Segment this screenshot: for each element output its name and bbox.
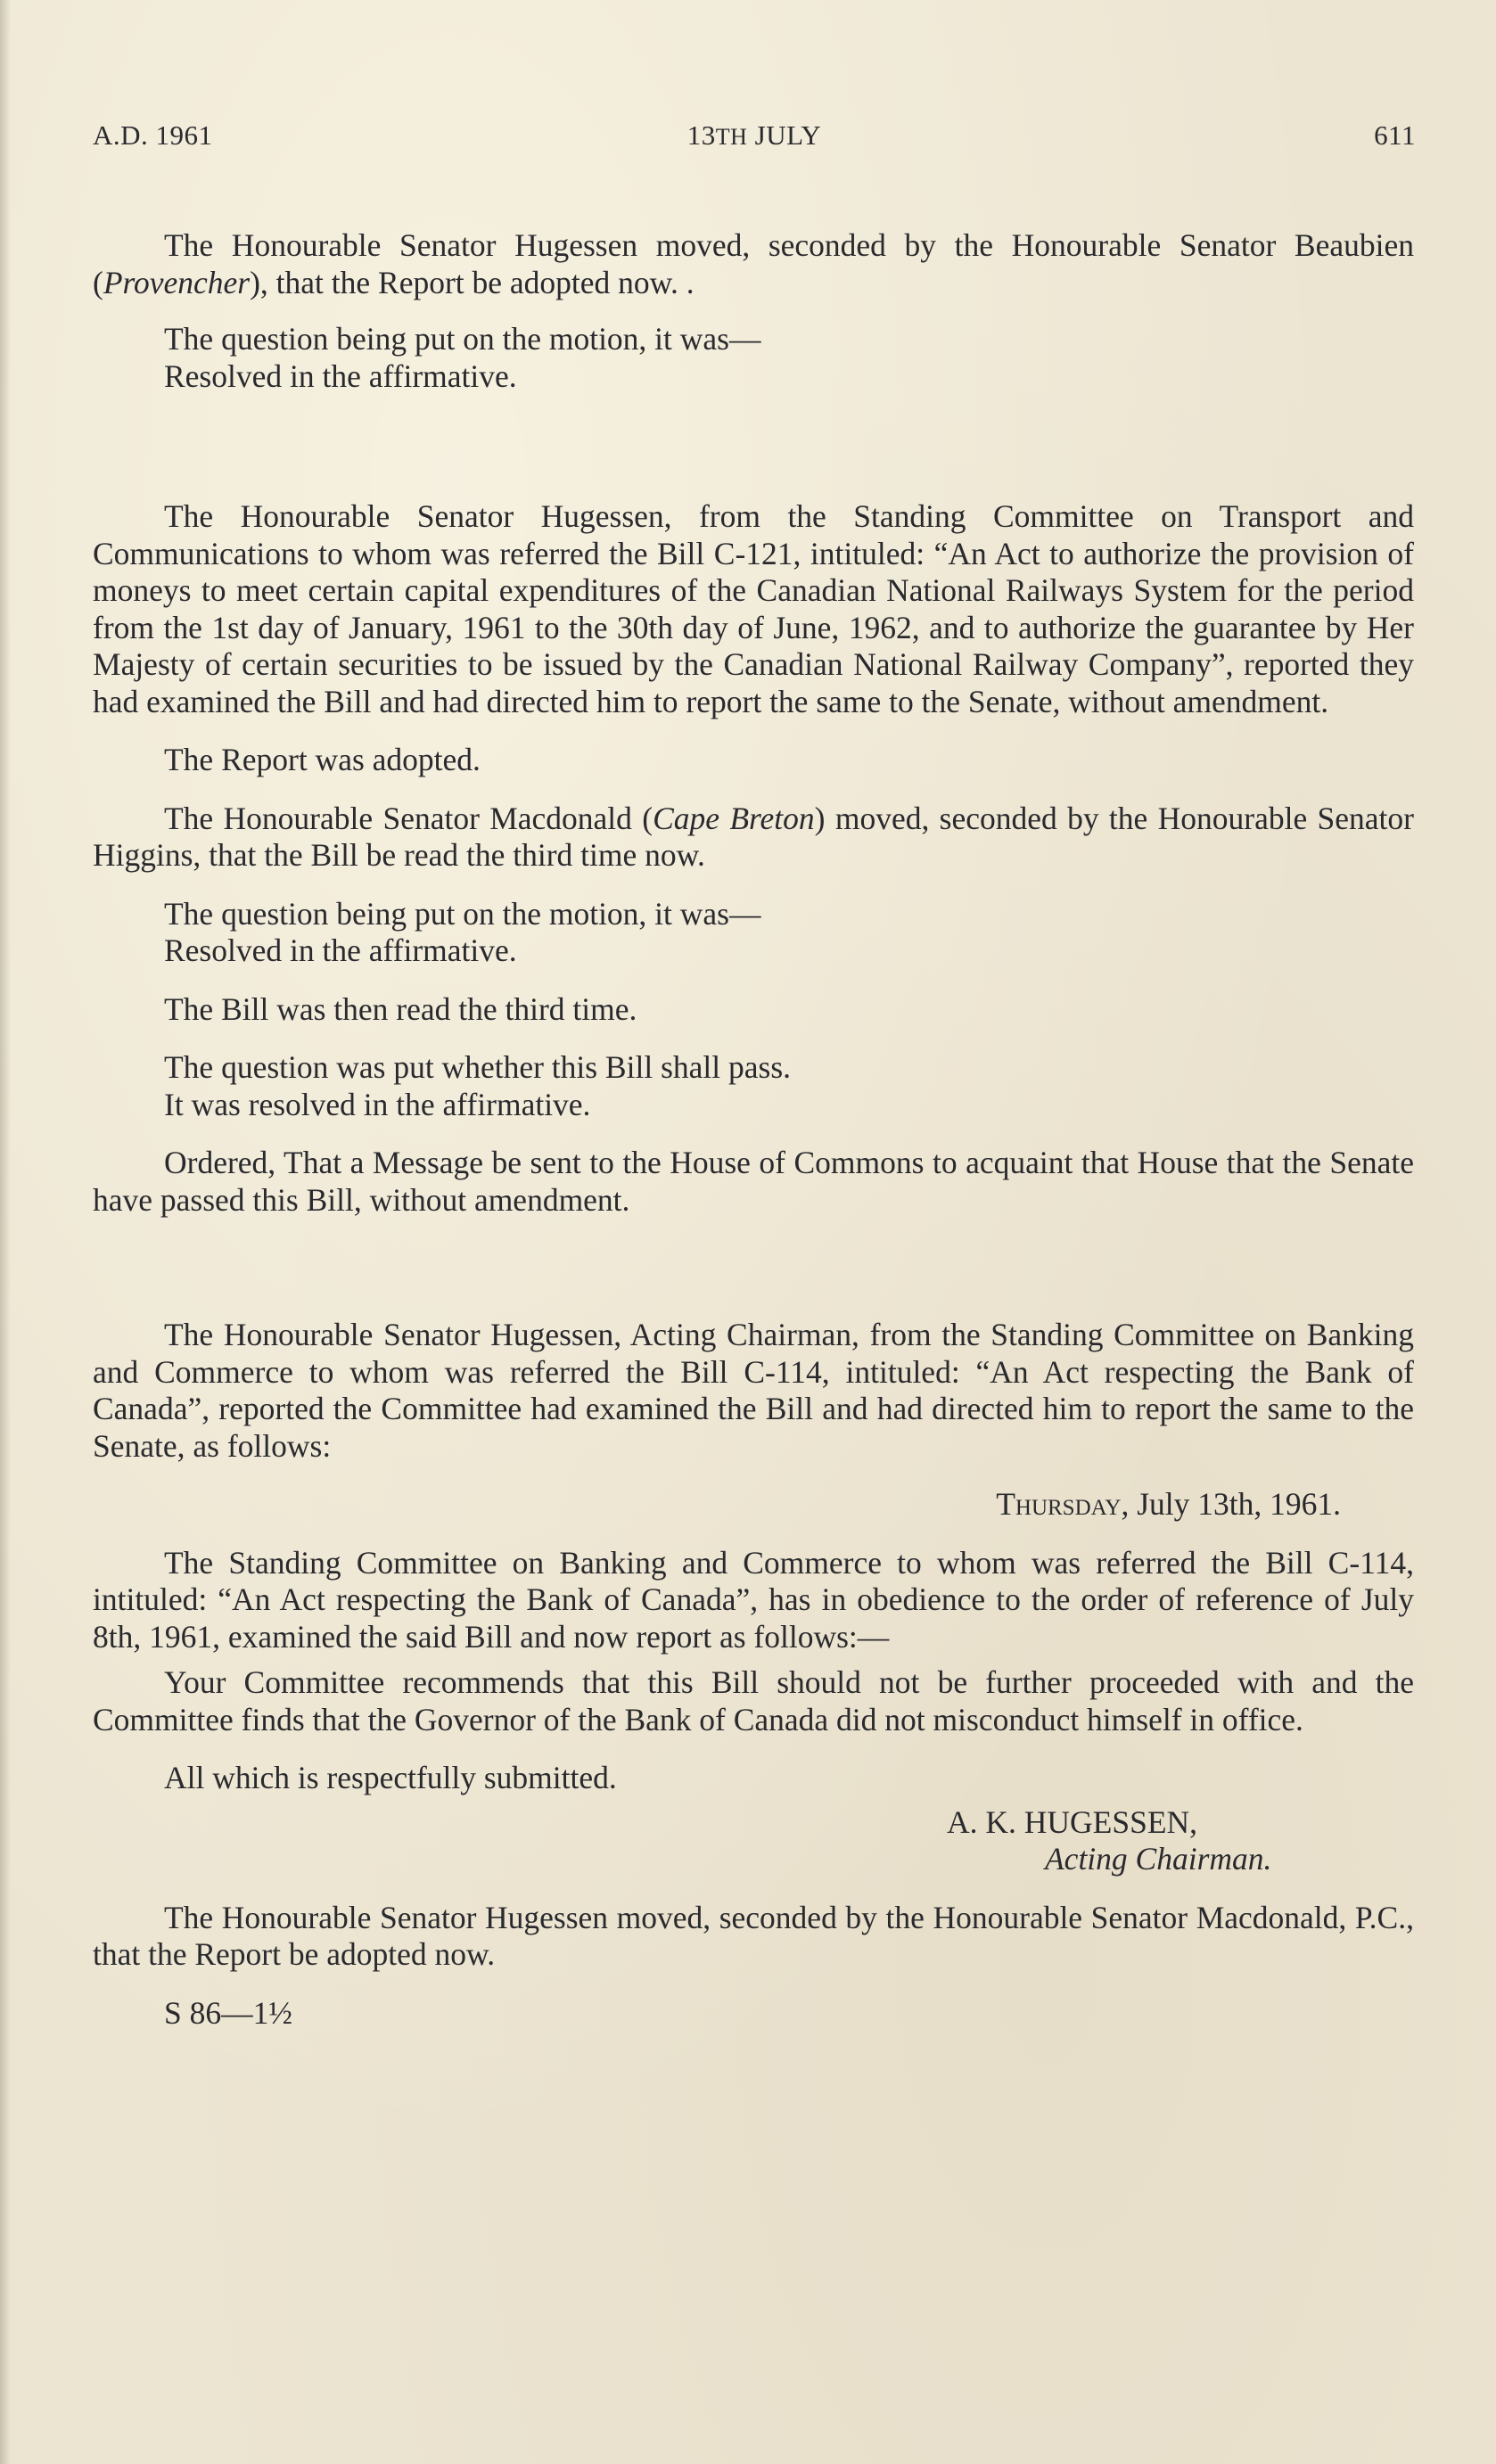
signature-reference: S 86—1½	[164, 1994, 292, 2031]
submission-line: All which is respectfully submitted.	[164, 1760, 617, 1795]
resolution-line: Resolved in the affirmative.	[164, 932, 517, 968]
report-adopted-line: The Report was adopted.	[164, 742, 481, 777]
message-order-paragraph: Ordered, That a Message be sent to the House of Commons to acquaint that House that the Senate have passed this Bill, without amendment.	[93, 1145, 1414, 1218]
motion-paragraph: The Honourable Senator Hugessen moved, seconded by the Honourable Senator Beaubien (Provencher), that the Report be adopted now. .	[93, 227, 1414, 300]
page-header	[93, 119, 1416, 155]
page-number: 611	[1374, 119, 1416, 151]
question-line: The question being put on the motion, it was—	[164, 321, 761, 357]
signature-name: A. K. HUGESSEN,	[947, 1803, 1198, 1840]
page-edge-shadow	[0, 0, 11, 2464]
signature-title: Acting Chairman.	[1045, 1841, 1272, 1877]
question-line: The question being put on the motion, it was—	[164, 895, 761, 932]
question-line: The question was put whether this Bill shall pass.	[164, 1049, 792, 1085]
header-year: A.D. 1961	[93, 119, 213, 151]
resolution-line: It was resolved in the affirmative.	[164, 1086, 591, 1122]
header-date: 13TH JULY	[686, 119, 822, 151]
report-date: Thursday, July 13th, 1961.	[996, 1486, 1341, 1522]
third-reading-line: The Bill was then read the third time.	[164, 990, 637, 1027]
third-reading-motion: The Honourable Senator Macdonald (Cape Breton) moved, seconded by the Honourable Senator Higgins, that the Bill be read the third time now.	[93, 800, 1414, 873]
resolution-line: Resolved in the affirmative.	[164, 357, 517, 394]
journal-body	[93, 227, 1414, 2032]
banking-committee-paragraph: The Honourable Senator Hugessen, Acting Chairman, from the Standing Committee on Banking and Commerce to whom was referred the Bill C-114, intituled: “An Act respecting the Bank of Canada”, reported the Committee had examined the Bill and had directed him to report the same to the Senate, as follows:	[93, 1317, 1414, 1464]
adoption-motion-paragraph: The Honourable Senator Hugessen moved, seconded by the Honourable Senator Macdonald, P.C., that the Report be adopted now.	[93, 1899, 1414, 1972]
committee-recommendation: Your Committee recommends that this Bill should not be further proceeded with and the Committee finds that the Governor of the Bank of Canada did not misconduct himself in office.	[93, 1664, 1414, 1737]
committee-report-paragraph: The Honourable Senator Hugessen, from the Standing Committee on Transport and Communications to whom was referred the Bill C-121, intituled: “An Act to authorize the provision of moneys to meet certain capital expenditures of the Canadian National Railways System for the period from the 1st day of January, 1961 to the 30th day of June, 1962, and to authorize the guarantee by Her Majesty of certain securities to be issued by the Canadian National Railway Company”, reported they had examined the Bill and had directed him to report the same to the Senate, without amendment.	[93, 498, 1414, 719]
committee-report-body: The Standing Committee on Banking and Commerce to whom was referred the Bill C-114, intituled: “An Act respecting the Bank of Canada”, has in obedience to the order of reference of July 8th, 1961, examined the said Bill and now report as follows:—	[93, 1544, 1414, 1655]
